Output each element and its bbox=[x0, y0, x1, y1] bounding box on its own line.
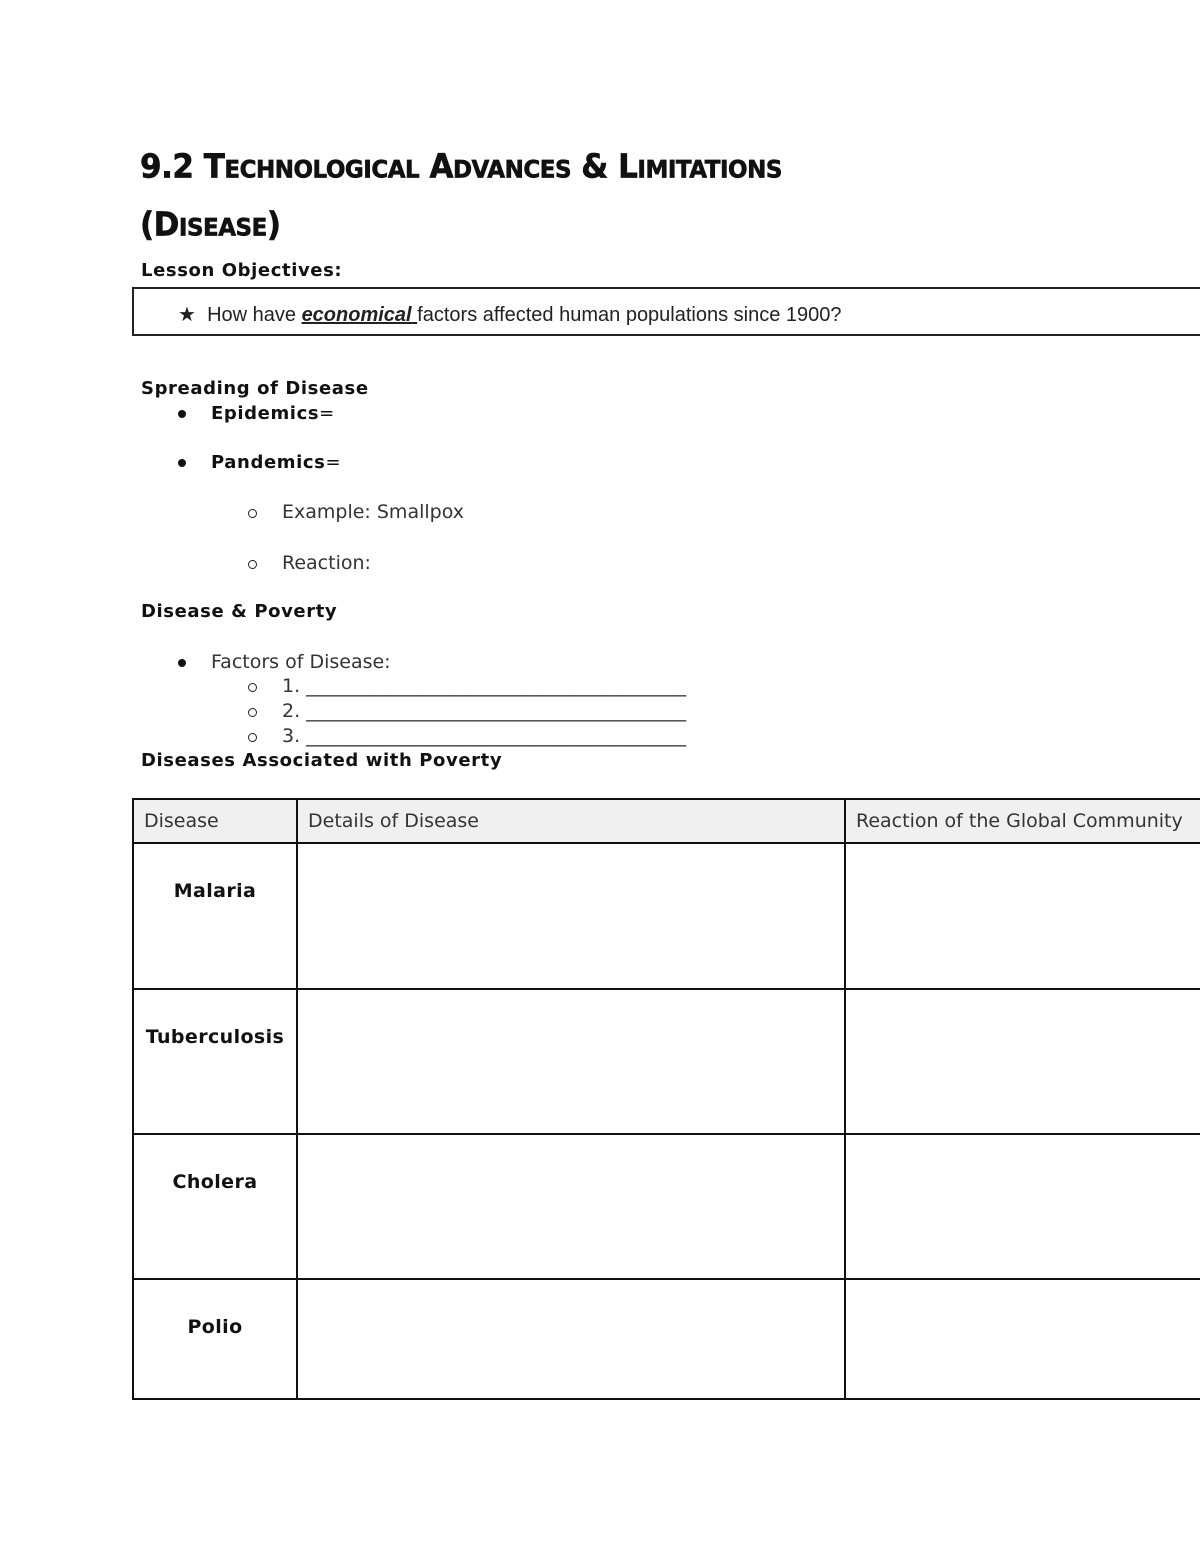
reaction-cell[interactable] bbox=[845, 989, 1200, 1134]
poverty-heading: Disease & Poverty bbox=[141, 601, 338, 622]
table-row bbox=[133, 843, 1200, 989]
table-heading: Diseases Associated with Poverty bbox=[141, 750, 503, 771]
objective-text-after: factors affected human populations since 1900? bbox=[417, 304, 842, 326]
page-title: 9.2 TECHNOLOGICAL ADVANCES & LIMITATIONS bbox=[140, 148, 782, 186]
pandemics-item: Pandemics= bbox=[211, 452, 342, 473]
factor-blank-1[interactable]: 1. ________________________________________ bbox=[282, 675, 687, 697]
bullet-icon bbox=[178, 459, 186, 467]
epidemics-item: Epidemics= bbox=[211, 403, 335, 424]
sub-bullet-icon bbox=[248, 708, 257, 717]
sub-bullet-icon bbox=[248, 509, 257, 518]
lesson-objectives-heading: Lesson Objectives: bbox=[141, 260, 343, 281]
sub-bullet-icon bbox=[248, 733, 257, 742]
page-title-line-2: (DISEASE) bbox=[140, 206, 281, 244]
details-cell[interactable] bbox=[297, 989, 845, 1134]
details-cell[interactable] bbox=[297, 1279, 845, 1399]
disease-table bbox=[132, 798, 1200, 1400]
example-item: Example: Smallpox bbox=[282, 501, 464, 523]
objective-emphasis: economical bbox=[301, 304, 418, 326]
factor-blank-3[interactable]: 3. ________________________________________ bbox=[282, 725, 687, 747]
factor-blank-2[interactable]: 2. ________________________________________ bbox=[282, 700, 687, 722]
disease-name: Polio bbox=[133, 1279, 297, 1399]
reaction-cell[interactable] bbox=[845, 843, 1200, 989]
details-cell[interactable] bbox=[297, 843, 845, 989]
disease-name: Malaria bbox=[133, 843, 297, 989]
objective-item bbox=[178, 302, 842, 327]
table-row bbox=[133, 1134, 1200, 1279]
disease-name: Tuberculosis bbox=[133, 989, 297, 1134]
spreading-heading: Spreading of Disease bbox=[141, 378, 369, 399]
column-header-disease: Disease bbox=[133, 799, 297, 843]
bullet-icon bbox=[178, 659, 186, 667]
column-header-reaction: Reaction of the Global Community bbox=[845, 799, 1200, 843]
reaction-item: Reaction: bbox=[282, 552, 371, 574]
sub-bullet-icon bbox=[248, 683, 257, 692]
table-header-row bbox=[133, 799, 1200, 843]
reaction-cell[interactable] bbox=[845, 1134, 1200, 1279]
star-icon: ★ bbox=[178, 304, 196, 326]
bullet-icon bbox=[178, 410, 186, 418]
table-row bbox=[133, 1279, 1200, 1399]
details-cell[interactable] bbox=[297, 1134, 845, 1279]
sub-bullet-icon bbox=[248, 560, 257, 569]
factors-item: Factors of Disease: bbox=[211, 651, 391, 673]
column-header-details: Details of Disease bbox=[297, 799, 845, 843]
table-row bbox=[133, 989, 1200, 1134]
disease-name: Cholera bbox=[133, 1134, 297, 1279]
reaction-cell[interactable] bbox=[845, 1279, 1200, 1399]
objective-text-before: How have bbox=[207, 304, 302, 326]
